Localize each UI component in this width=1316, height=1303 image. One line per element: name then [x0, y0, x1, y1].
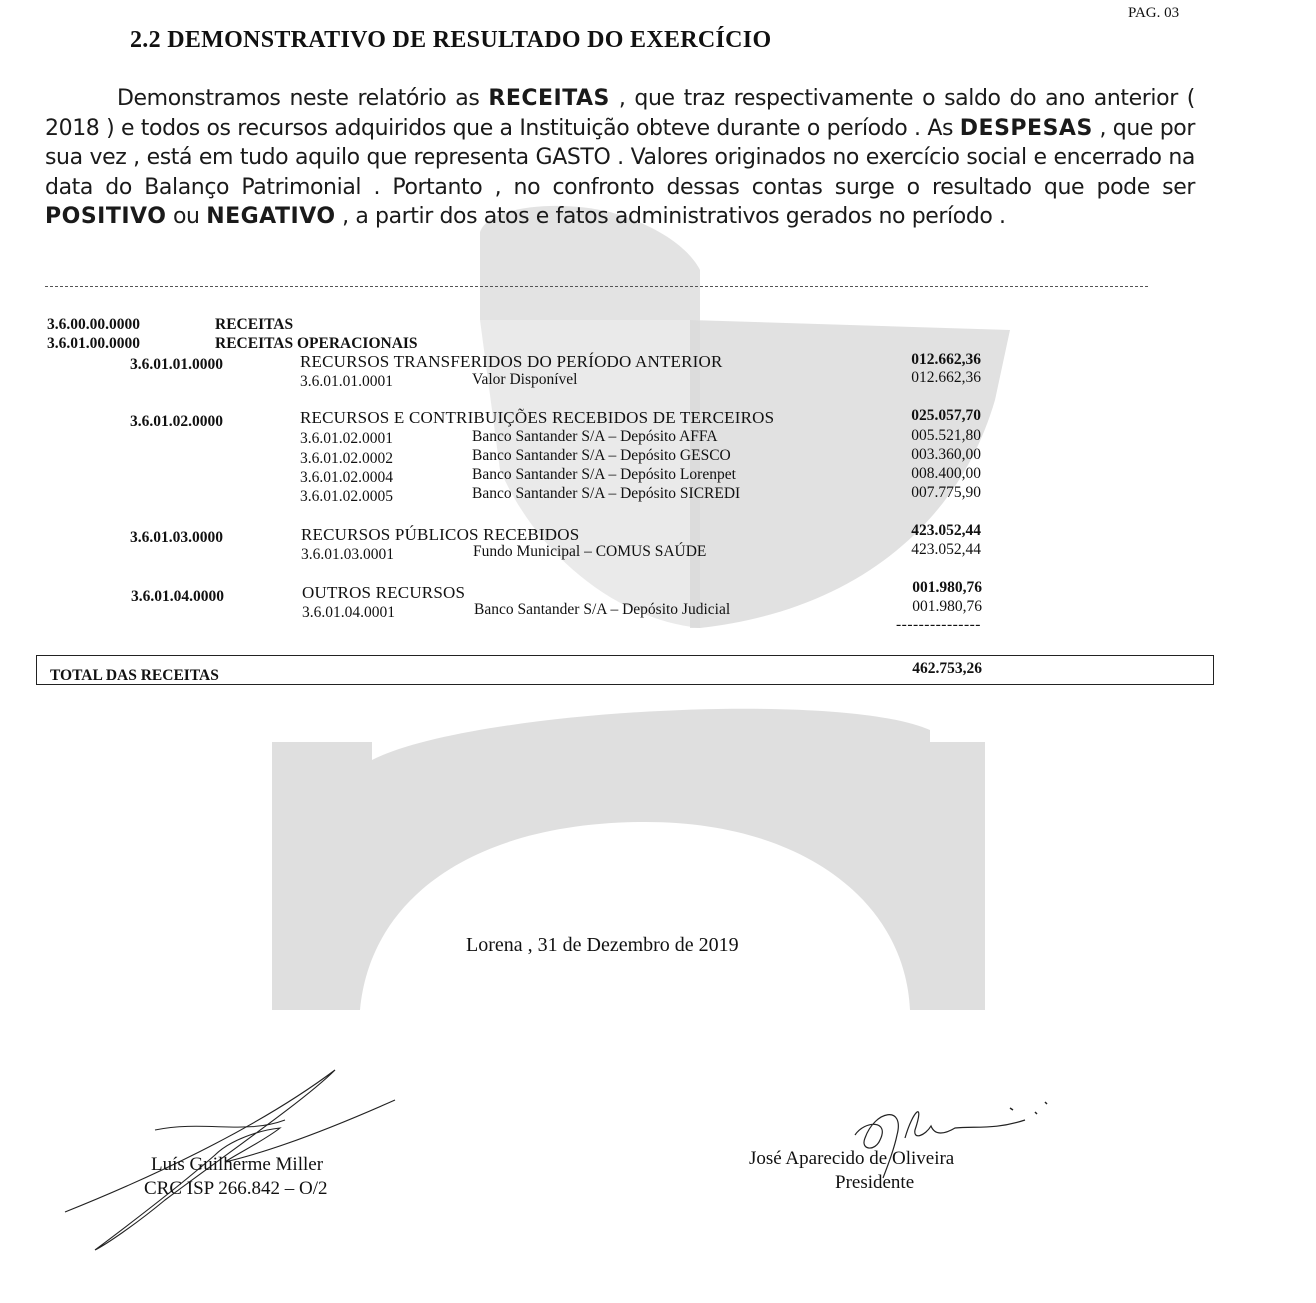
- intro-text: Demonstramos neste relatório as RECEITAS , que traz respectivamente o saldo do ano anterior ( 2018 ) e todos os recursos adquiridos que a Instituição obteve durante o período . As DESPESAS , que por sua vez , está em tudo aquilo que representa GASTO . Valores originados no exercício social e encerrado na data do Balanço Patrimonial . Portanto , no confronto dessas contas surge o resultado que pode ser POSITIVO ou NEGATIVO , a partir dos atos e fatos administrativos gerados no período .: [45, 86, 1196, 229]
- group-amount: 025.057,70: [911, 407, 981, 424]
- item-amount: 005.521,80: [911, 427, 981, 444]
- item-amount: 423.052,44: [911, 541, 981, 558]
- item-code: 3.6.01.02.0002: [300, 450, 393, 467]
- group-amount: 001.980,76: [912, 579, 982, 596]
- page-title: 2.2 DEMONSTRATIVO DE RESULTADO DO EXERCÍCIO: [130, 27, 772, 53]
- item-label: Banco Santander S/A – Depósito AFFA: [472, 428, 718, 445]
- group-amount: 012.662,36: [911, 351, 981, 368]
- group-code: 3.6.01.01.0000: [130, 356, 223, 373]
- intro-paragraph: [45, 84, 1195, 232]
- item-amount: 001.980,76: [912, 598, 982, 615]
- item-label: Banco Santander S/A – Depósito Lorenpet: [472, 466, 736, 483]
- group-label: RECURSOS PÚBLICOS RECEBIDOS: [301, 525, 580, 544]
- item-label: Valor Disponível: [472, 371, 578, 388]
- item-amount: 007.775,90: [911, 484, 981, 501]
- item-code: 3.6.01.02.0005: [300, 488, 393, 505]
- accountant-name: Luís Guilherme Miller: [151, 1154, 324, 1175]
- total-label: TOTAL DAS RECEITAS: [50, 667, 219, 684]
- account-label: RECEITAS OPERACIONAIS: [215, 335, 418, 352]
- account-label: RECEITAS: [215, 316, 294, 333]
- item-label: Banco Santander S/A – Depósito GESCO: [472, 447, 731, 464]
- group-code: 3.6.01.03.0000: [130, 529, 223, 546]
- item-code: 3.6.01.01.0001: [300, 373, 393, 390]
- item-code: 3.6.01.03.0001: [301, 546, 394, 563]
- group-amount: 423.052,44: [911, 522, 981, 539]
- president-role: Presidente: [835, 1172, 915, 1193]
- dashed-divider: [45, 286, 1148, 287]
- group-label: RECURSOS E CONTRIBUIÇÕES RECEBIDOS DE TERCEIROS: [300, 408, 775, 427]
- negativo-emphasis: NEGATIVO: [206, 204, 336, 229]
- place-date: Lorena , 31 de Dezembro de 2019: [466, 934, 739, 956]
- item-code: 3.6.01.04.0001: [302, 604, 395, 621]
- account-code: 3.6.00.00.0000: [47, 316, 140, 333]
- accountant-registration: CRC ISP 266.842 – O/2: [144, 1178, 328, 1199]
- item-label: Fundo Municipal – COMUS SAÚDE: [473, 543, 707, 560]
- item-amount: 012.662,36: [911, 369, 981, 386]
- group-code: 3.6.01.04.0000: [131, 588, 224, 605]
- item-amount: 003.360,00: [911, 446, 981, 463]
- despesas-emphasis: DESPESAS: [959, 115, 1093, 141]
- group-label: OUTROS RECURSOS: [302, 583, 466, 602]
- page-number: PAG. 03: [1128, 5, 1180, 21]
- receitas-emphasis: RECEITAS: [488, 86, 610, 111]
- item-code: 3.6.01.02.0001: [300, 430, 393, 447]
- item-amount: 008.400,00: [911, 465, 981, 482]
- positivo-emphasis: POSITIVO: [45, 204, 167, 229]
- subtotal-rule: ---------------: [896, 616, 981, 633]
- account-code: 3.6.01.00.0000: [47, 335, 140, 352]
- president-name: José Aparecido de Oliveira: [749, 1148, 955, 1169]
- group-code: 3.6.01.02.0000: [130, 413, 223, 430]
- group-label: RECURSOS TRANSFERIDOS DO PERÍODO ANTERIOR: [300, 352, 723, 371]
- item-label: Banco Santander S/A – Depósito Judicial: [474, 601, 731, 618]
- item-code: 3.6.01.02.0004: [300, 469, 393, 486]
- total-amount: 462.753,26: [912, 660, 982, 677]
- item-label: Banco Santander S/A – Depósito SICREDI: [472, 485, 741, 502]
